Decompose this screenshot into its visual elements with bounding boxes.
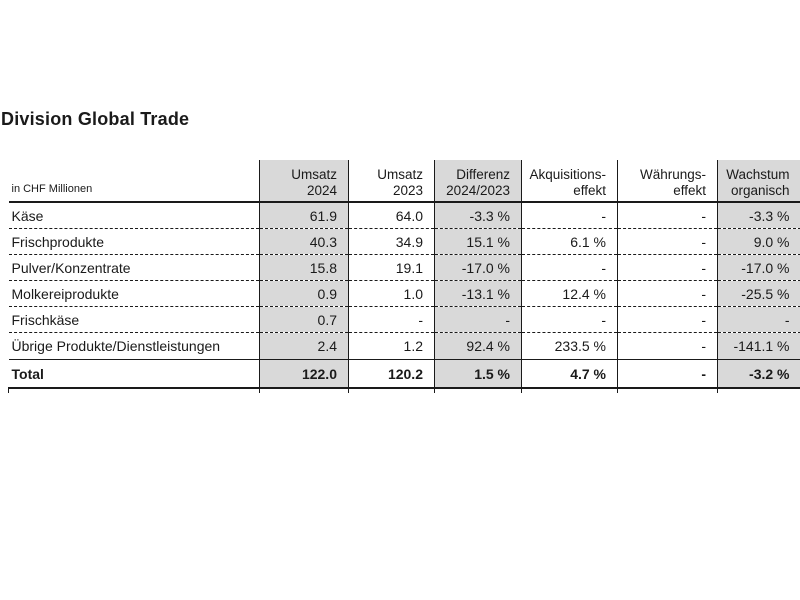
header-line2: organisch	[730, 183, 790, 198]
header-line2: 2024	[306, 183, 337, 198]
tick-cell	[349, 388, 435, 393]
cell-waehrungseffekt: -	[618, 333, 718, 360]
column-header-waehrungseffekt	[618, 160, 718, 202]
row-label: Käse	[9, 202, 260, 229]
cell-akquisitionseffekt: 4.7 %	[522, 360, 618, 389]
cell-wachstum-organisch: -3.3 %	[718, 202, 800, 229]
cell-differenz: 92.4 %	[435, 333, 522, 360]
header-line1: Umsatz	[291, 167, 337, 182]
cell-umsatz-2024: 40.3	[260, 229, 349, 255]
header-line2: effekt	[573, 183, 606, 198]
cell-waehrungseffekt: -	[618, 229, 718, 255]
cell-umsatz-2023: 1.2	[349, 333, 435, 360]
column-header-umsatz-2024	[260, 160, 349, 202]
header-line1: Wachstum	[726, 167, 790, 182]
column-header-akquisitionseffekt	[522, 160, 618, 202]
cell-umsatz-2024: 122.0	[260, 360, 349, 389]
division-global-trade-table	[8, 160, 800, 393]
cell-akquisitionseffekt: 12.4 %	[522, 281, 618, 307]
table-row-frischkaese	[9, 307, 800, 333]
cell-waehrungseffekt: -	[618, 255, 718, 281]
cell-umsatz-2024: 2.4	[260, 333, 349, 360]
cell-umsatz-2023: 1.0	[349, 281, 435, 307]
cell-wachstum-organisch: -17.0 %	[718, 255, 800, 281]
table-row-kaese	[9, 202, 800, 229]
cell-umsatz-2024: 61.9	[260, 202, 349, 229]
table-row-total	[9, 360, 800, 389]
table-row-uebrige-produkte	[9, 333, 800, 360]
page-title: Division Global Trade	[1, 109, 190, 129]
cell-differenz: 1.5 %	[435, 360, 522, 389]
header-line2: 2023	[392, 183, 423, 198]
tick-cell	[435, 388, 522, 393]
cell-akquisitionseffekt: -	[522, 307, 618, 333]
gridline-tick-row	[9, 388, 800, 393]
cell-umsatz-2023: 64.0	[349, 202, 435, 229]
cell-waehrungseffekt: -	[618, 202, 718, 229]
header-line1: Umsatz	[377, 167, 423, 182]
cell-akquisitionseffekt: -	[522, 255, 618, 281]
header-line2: effekt	[673, 183, 706, 198]
cell-umsatz-2023: 120.2	[349, 360, 435, 389]
table-row-pulver-konzentrate	[9, 255, 800, 281]
row-label: Pulver/Konzentrate	[9, 255, 260, 281]
cell-differenz: -	[435, 307, 522, 333]
cell-akquisitionseffekt: -	[522, 202, 618, 229]
cell-umsatz-2023: 34.9	[349, 229, 435, 255]
row-label: Übrige Produkte/Dienstleistungen	[9, 333, 260, 360]
cell-wachstum-organisch: -	[718, 307, 800, 333]
column-header-umsatz-2023	[349, 160, 435, 202]
cell-wachstum-organisch: -3.2 %	[718, 360, 800, 389]
tick-cell	[718, 388, 800, 393]
cell-waehrungseffekt: -	[618, 360, 718, 389]
column-header-differenz	[435, 160, 522, 202]
cell-waehrungseffekt: -	[618, 281, 718, 307]
unit-label: in CHF Millionen	[9, 160, 260, 202]
row-label: Molkereiprodukte	[9, 281, 260, 307]
tick-cell	[260, 388, 349, 393]
cell-wachstum-organisch: -25.5 %	[718, 281, 800, 307]
tick-cell	[522, 388, 618, 393]
cell-wachstum-organisch: -141.1 %	[718, 333, 800, 360]
cell-differenz: -3.3 %	[435, 202, 522, 229]
tick-cell	[618, 388, 718, 393]
cell-waehrungseffekt: -	[618, 307, 718, 333]
cell-differenz: -13.1 %	[435, 281, 522, 307]
division-table-container	[8, 160, 800, 393]
cell-akquisitionseffekt: 233.5 %	[522, 333, 618, 360]
cell-differenz: -17.0 %	[435, 255, 522, 281]
table-row-frischprodukte	[9, 229, 800, 255]
cell-wachstum-organisch: 9.0 %	[718, 229, 800, 255]
row-label: Frischprodukte	[9, 229, 260, 255]
cell-differenz: 15.1 %	[435, 229, 522, 255]
header-line2: 2024/2023	[446, 183, 510, 198]
cell-umsatz-2023: -	[349, 307, 435, 333]
row-label: Frischkäse	[9, 307, 260, 333]
cell-umsatz-2024: 0.9	[260, 281, 349, 307]
header-line1: Differenz	[456, 167, 510, 182]
table-row-molkereiprodukte	[9, 281, 800, 307]
header-line1: Akquisitions-	[529, 167, 606, 182]
cell-umsatz-2024: 0.7	[260, 307, 349, 333]
tick-cell	[9, 388, 260, 393]
cell-umsatz-2023: 19.1	[349, 255, 435, 281]
header-row	[9, 160, 800, 202]
column-header-wachstum-organisch	[718, 160, 800, 202]
cell-akquisitionseffekt: 6.1 %	[522, 229, 618, 255]
header-line1: Währungs-	[639, 167, 706, 182]
row-label: Total	[9, 360, 260, 389]
cell-umsatz-2024: 15.8	[260, 255, 349, 281]
